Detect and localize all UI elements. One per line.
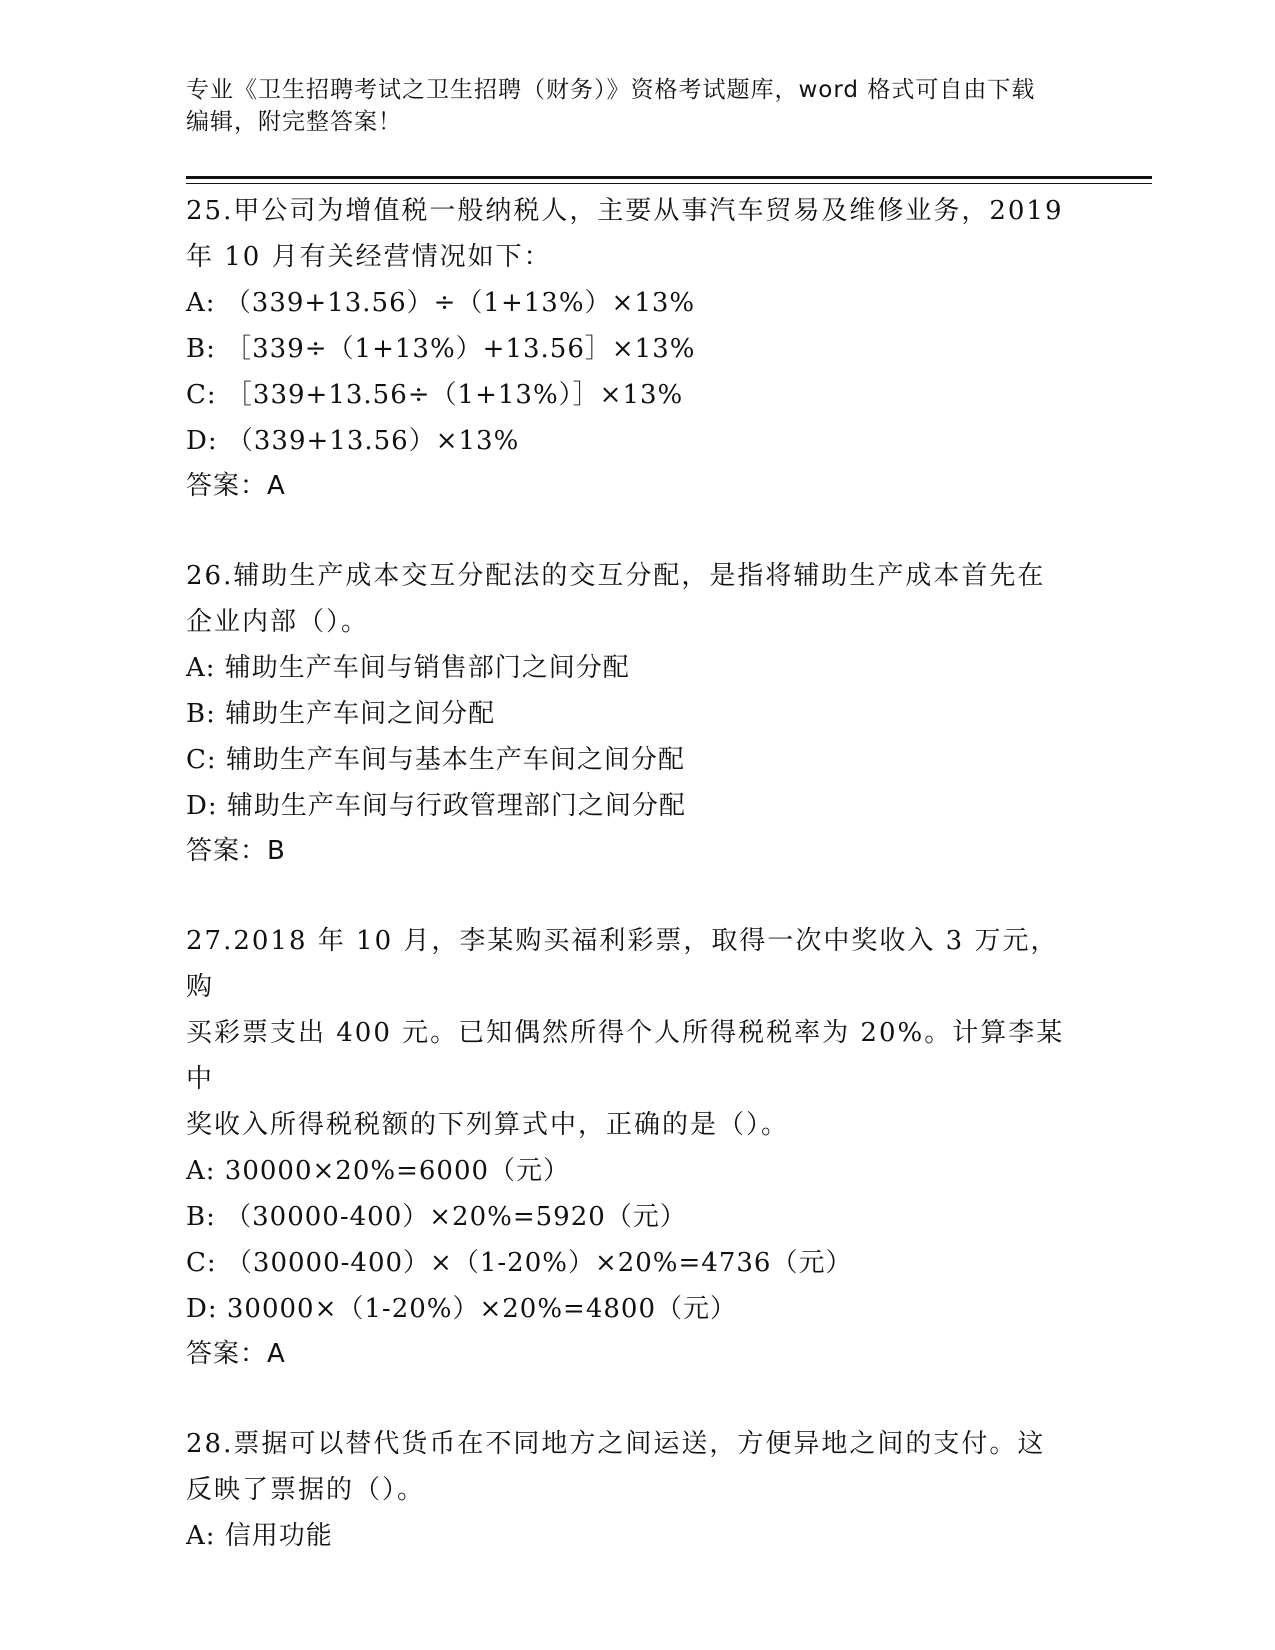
question-list bbox=[186, 188, 1086, 1559]
question-stem-line: 28.票据可以替代货币在不同地方之间运送，方便异地之间的支付。这 bbox=[186, 1429, 1046, 1459]
option-a: A: 辅助生产车间与销售部门之间分配 bbox=[186, 653, 630, 683]
question-26 bbox=[186, 553, 1086, 873]
question-27 bbox=[186, 918, 1086, 1376]
question-28 bbox=[186, 1421, 1086, 1559]
header-divider-thin bbox=[186, 183, 1152, 184]
question-25 bbox=[186, 188, 1086, 508]
option-a: A: 30000×20%=6000（元） bbox=[186, 1156, 571, 1186]
answer-line: 答案：A bbox=[186, 1339, 286, 1369]
answer-line: 答案：B bbox=[186, 836, 286, 866]
question-stem-line: 奖收入所得税税额的下列算式中，正确的是（）。 bbox=[186, 1110, 790, 1140]
question-spacer bbox=[186, 873, 1086, 918]
question-stem-line: 26.辅助生产成本交互分配法的交互分配，是指将辅助生产成本首先在 bbox=[186, 561, 1046, 591]
option-b: B: （30000-400）×20%=5920（元） bbox=[186, 1202, 687, 1232]
option-d: D: 辅助生产车间与行政管理部门之间分配 bbox=[186, 791, 686, 821]
option-b: B: ［339÷（1+13%）+13.56］×13% bbox=[186, 334, 696, 364]
question-stem-line: 企业内部（）。 bbox=[186, 607, 370, 637]
document-header bbox=[186, 74, 1086, 138]
option-a: A: （339+13.56）÷（1+13%）×13% bbox=[186, 288, 696, 318]
header-divider-thick bbox=[186, 176, 1152, 179]
answer-line: 答案：A bbox=[186, 471, 286, 501]
question-spacer bbox=[186, 508, 1086, 553]
header-line-2: 编辑，附完整答案！ bbox=[186, 109, 402, 135]
option-b: B: 辅助生产车间之间分配 bbox=[186, 699, 496, 729]
question-stem-line: 年 10 月有关经营情况如下： bbox=[186, 242, 552, 272]
header-line-1: 专业《卫生招聘考试之卫生招聘（财务）》资格考试题库，word 格式可自由下载 bbox=[186, 77, 1036, 103]
option-c: C: 辅助生产车间与基本生产车间之间分配 bbox=[186, 745, 685, 775]
option-c: C: ［339+13.56÷（1+13%）］×13% bbox=[186, 380, 684, 410]
question-stem-line: 买彩票支出 400 元。已知偶然所得个人所得税税率为 20%。计算李某中 bbox=[186, 1018, 1065, 1094]
question-spacer bbox=[186, 1376, 1086, 1421]
question-stem-line: 反映了票据的（）。 bbox=[186, 1475, 426, 1505]
option-d: D: （339+13.56）×13% bbox=[186, 426, 520, 456]
question-stem-line: 25.甲公司为增值税一般纳税人，主要从事汽车贸易及维修业务，2019 bbox=[186, 196, 1064, 226]
option-a: A: 信用功能 bbox=[186, 1521, 333, 1551]
option-c: C: （30000-400）×（1-20%）×20%=4736（元） bbox=[186, 1248, 853, 1278]
option-d: D: 30000×（1-20%）×20%=4800（元） bbox=[186, 1294, 738, 1324]
question-stem-line: 27.2018 年 10 月，李某购买福利彩票，取得一次中奖收入 3 万元，购 bbox=[186, 926, 1059, 1002]
